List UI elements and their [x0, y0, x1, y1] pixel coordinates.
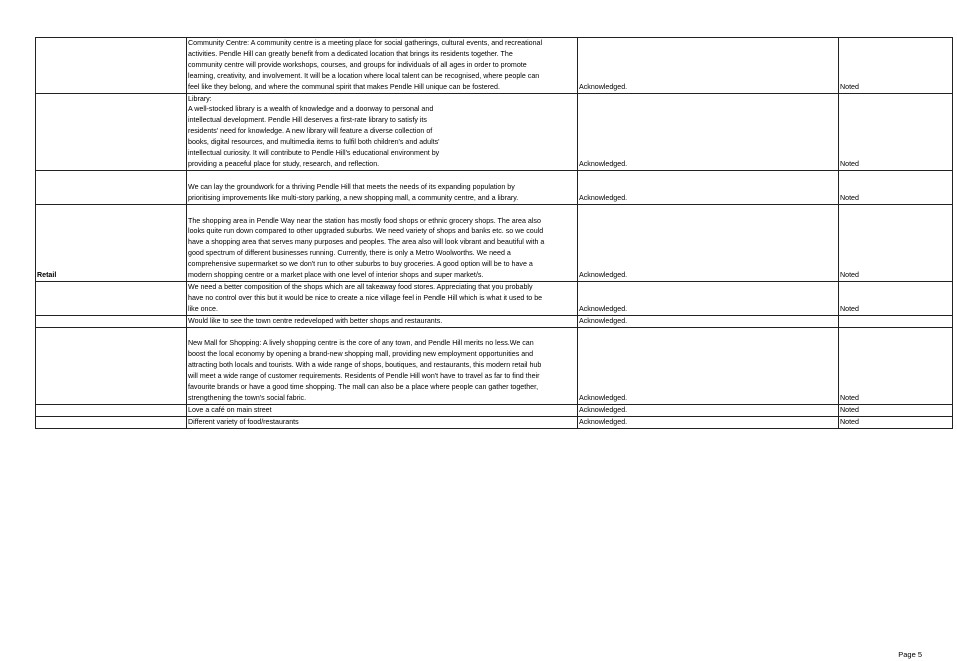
comment-line: We can lay the groundwork for a thriving Pendle Hill that meets the needs of its expanding population by — [188, 182, 515, 191]
comment-line: favourite brands or have a good time shopping. The mall can also be a place where people can gather together, — [188, 383, 539, 392]
comment-line: activities. Pendle Hill can greatly benefit from a dedicated location that brings its residents together. The — [188, 49, 513, 58]
response-cell: Acknowledged. — [578, 170, 839, 204]
comment-line: Community Centre: A community centre is a meeting place for social gatherings, cultural events, and recreational — [188, 39, 543, 47]
table-row — [36, 327, 953, 404]
comment-line: New Mall for Shopping: A lively shopping centre is the core of any town, and Pendle Hill merits no less.We can — [188, 339, 534, 348]
comment-line: have a shopping area that serves many purposes and peoples. The area also will look vibrant and beautiful with a — [188, 238, 545, 247]
comment-line: intellectual curiosity. It will contribute to Pendle Hill's educational environment by — [188, 149, 440, 158]
category-cell — [36, 170, 187, 204]
table-row — [36, 404, 953, 416]
comment-line: have no control over this but it would be nice to create a nice village feel in Pendle Hill which is what it used to be — [188, 293, 543, 302]
response-cell: Acknowledged. — [578, 327, 839, 404]
category-cell — [36, 416, 187, 428]
comment-cell — [187, 416, 578, 428]
comment-line: looks quite run down compared to other upgraded suburbs. We need variety of shops and banks etc. so we could — [188, 227, 544, 236]
table-row — [36, 281, 953, 315]
comment-line: like once. — [188, 304, 218, 313]
submissions-table-body — [36, 38, 953, 429]
page-number: Page 5 — [898, 650, 922, 659]
comment-line: comprehensive supermarket so we don't run to other suburbs to buy groceries. A good option will be to have a — [188, 260, 533, 269]
comment-cell — [187, 315, 578, 327]
action-cell: Noted — [839, 327, 953, 404]
comment-line: good spectrum of different businesses running. Currently, there is only a Metro Woolworths. We need a — [188, 249, 511, 258]
comment-cell — [187, 204, 578, 281]
comment-cell — [187, 281, 578, 315]
submissions-table-container — [35, 37, 948, 429]
category-cell: Retail — [36, 204, 187, 281]
action-cell — [839, 315, 953, 327]
category-cell — [36, 315, 187, 327]
action-cell: Noted — [839, 93, 953, 170]
comment-line: residents' need for knowledge. A new library will feature a diverse collection of — [188, 127, 433, 136]
action-cell: Noted — [839, 204, 953, 281]
comment-line: intellectual development. Pendle Hill deserves a first-rate library to satisfy its — [188, 116, 427, 125]
response-cell: Acknowledged. — [578, 281, 839, 315]
comment-cell — [187, 170, 578, 204]
comment-line: learning, creativity, and involvement. It will be a location where local talent can be recognised, where people can — [188, 71, 540, 80]
action-cell: Noted — [839, 416, 953, 428]
action-cell: Noted — [839, 170, 953, 204]
comment-line: The shopping area in Pendle Way near the station has mostly food shops or ethnic grocery shops. The area also — [188, 216, 541, 225]
response-cell: Acknowledged. — [578, 204, 839, 281]
response-cell: Acknowledged. — [578, 38, 839, 94]
comment-cell — [187, 93, 578, 170]
comment-line: books, digital resources, and multimedia items to fulfil both children's and adults' — [188, 138, 440, 147]
submissions-table — [35, 37, 953, 429]
comment-line: prioritising improvements like multi-story parking, a new shopping mall, a community centre, and a library. — [188, 193, 519, 202]
comment-cell — [187, 404, 578, 416]
category-cell — [36, 38, 187, 94]
comment-line: providing a peaceful place for study, research, and reflection. — [188, 159, 380, 168]
table-row — [36, 170, 953, 204]
action-cell: Noted — [839, 38, 953, 94]
comment-cell — [187, 38, 578, 94]
table-row — [36, 416, 953, 428]
category-cell — [36, 281, 187, 315]
comment-line: Different variety of food/restaurants — [188, 417, 299, 426]
comment-line — [188, 328, 576, 339]
comment-line — [188, 171, 576, 182]
comment-line — [188, 205, 576, 216]
comment-line: We need a better composition of the shops which are all takeaway food stores. Appreciating that you probably — [188, 282, 533, 291]
category-cell — [36, 93, 187, 170]
comment-line: modern shopping centre or a market place with one level of interior shops and super market/s. — [188, 271, 484, 280]
comment-line: attracting both locals and tourists. With a wide range of shops, boutiques, and restaurants, this modern retail hub — [188, 361, 542, 370]
table-row — [36, 93, 953, 170]
response-cell: Acknowledged. — [578, 404, 839, 416]
comment-line: Love a café on main street — [188, 405, 272, 414]
comment-line: Library: — [188, 94, 212, 103]
response-cell: Acknowledged. — [578, 93, 839, 170]
comment-line: A well-stocked library is a wealth of knowledge and a doorway to personal and — [188, 105, 434, 114]
response-cell: Acknowledged. — [578, 416, 839, 428]
comment-line: will meet a wide range of customer requirements. Residents of Pendle Hill won't have to travel as far to find their — [188, 372, 540, 381]
action-cell: Noted — [839, 404, 953, 416]
comment-line: strengthening the town's social fabric. — [188, 394, 307, 402]
table-row — [36, 204, 953, 281]
response-cell: Acknowledged. — [578, 315, 839, 327]
comment-line: feel like they belong, and where the communal spirit that makes Pendle Hill unique can be fostered. — [188, 82, 500, 91]
category-cell — [36, 404, 187, 416]
table-row — [36, 315, 953, 327]
comment-line: community centre will provide workshops, courses, and groups for individuals of all ages in order to promote — [188, 60, 527, 69]
table-row — [36, 38, 953, 94]
comment-line: Would like to see the town centre redeveloped with better shops and restaurants. — [188, 316, 443, 325]
action-cell: Noted — [839, 281, 953, 315]
category-cell — [36, 327, 187, 404]
comment-cell — [187, 327, 578, 404]
comment-line: boost the local economy by opening a brand-new shopping mall, providing new employment opportunities and — [188, 350, 534, 359]
